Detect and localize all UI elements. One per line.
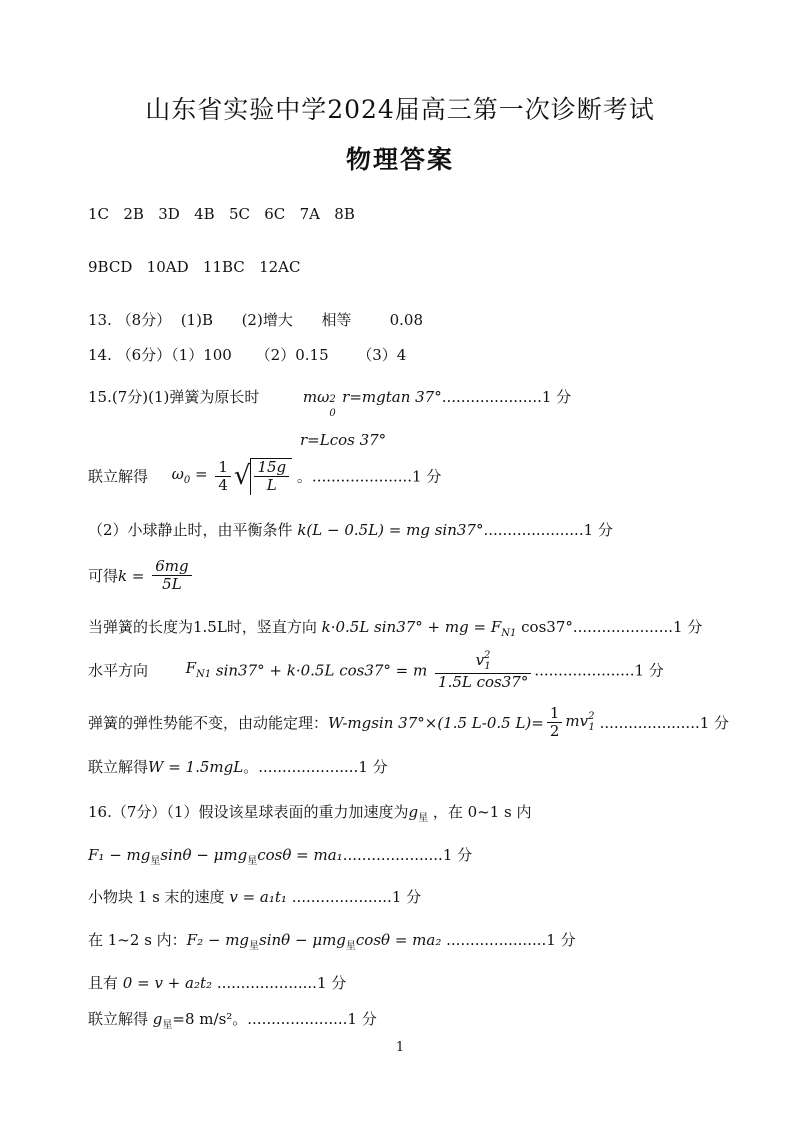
q15-k-line: 可得k = $\frac{6mg}{5L}$ xyxy=(88,558,195,594)
q16-eq1: $F_1 - mg_星\sin\theta - \mu mg_星\cos\theta = ma_1.....................1$ 分 xyxy=(88,846,473,867)
q16-result: 联立解得 $g_星=8$ m/s²。.....................1 分 xyxy=(88,1010,377,1031)
q15-result-eq: W = 1.5mgL xyxy=(148,758,244,776)
q16-result-score: .....................1 分 xyxy=(247,1010,377,1028)
q15-omega0: $\omega_0$ = xyxy=(171,465,208,487)
q16-also-score: .....................1 分 xyxy=(216,974,347,992)
q14-answer: 14. （6分）（1）100 （2）0.15 （3）4 xyxy=(88,346,407,364)
q15-eq1-head: mω 2 0 r xyxy=(302,388,350,419)
q15-intro: 15.(7分)(1)弹簧为原长时 xyxy=(88,388,260,406)
q15-horiz-eq: sin37° + k·0.5L cos37° = m xyxy=(215,661,428,680)
q15-energy-half: $\frac{1}{2}$ xyxy=(547,705,563,741)
q15-horiz-frac: $\frac{v^2_1}{\text{1.5L cos37°}}$ xyxy=(435,650,531,691)
q15-result-label: 联立解得 xyxy=(88,758,149,776)
q15-eq2: r=Lcos 37° xyxy=(300,431,387,449)
q15-solve-line xyxy=(88,458,441,495)
q16-v-score: .....................1 分 xyxy=(291,888,422,906)
q15-energy: 弹簧的弹性势能不变，由动能定理：W-mgsin 37°×(1.5 L-0.5 L)= $\frac{1}{2}$ $mv^2_1$ .....................1 分 xyxy=(88,704,730,741)
q15-energy-score: .....................1 分 xyxy=(599,713,730,732)
q16-eq1-score: .....................1 分 xyxy=(342,846,473,864)
q15-k-label: 可得 xyxy=(88,566,119,585)
q16-also: 且有 0 = v + a₂t₂ .....................1 分 xyxy=(88,974,347,992)
q15-eq1-score: .....................1 分 xyxy=(441,388,572,406)
q15-solve-label: 联立解得 xyxy=(88,467,149,486)
mc-answers-line-2: 9BCD 10AD 11BC 12AC xyxy=(88,258,301,276)
q15-solve-score: 。.....................1 分 xyxy=(296,467,442,486)
q15-result-score: 。.....................1 分 xyxy=(243,758,388,776)
q15-line-1 xyxy=(88,388,572,419)
q15-energy-eq: W-mgsin 37°×(1.5 L-0.5 L)= xyxy=(328,713,544,732)
q15-part2 xyxy=(88,521,613,539)
q15-horizontal: 水平方向 $F_{N1}$ sin37° + k·0.5L cos37° = m $\frac{v^2_1}{\text{1.5L cos37°}}$ .....................1 分 xyxy=(88,650,664,691)
mc-answers-line-1: 1C 2B 3D 4B 5C 6C 7A 8B xyxy=(88,205,355,223)
q15-vertical: 当弹簧的长度为1.5L时，竖直方向 k·0.5L sin37° + mg = $F_{N1}$ cos37°.....................1 分 xyxy=(88,618,703,639)
page-subtitle: 物理答案 xyxy=(345,145,454,174)
q15-vert-eq-tail: cos37° xyxy=(521,618,573,636)
q15-result xyxy=(88,758,388,776)
q15-part2-score: .....................1 分 xyxy=(483,521,613,539)
page-title: 山东省实验中学2024届高三第一次诊断考试 xyxy=(145,95,655,124)
page-number: 1 xyxy=(395,1040,405,1055)
q16-velocity: 小物块 1 s 末的速度 v = a₁t₁ .....................1 分 xyxy=(88,888,422,906)
q16-seg2-score: .....................1 分 xyxy=(446,931,576,949)
q15-vert-text: 当弹簧的长度为1.5L时，竖直方向 xyxy=(88,618,317,636)
q16-intro-text: 16.（7分）（1）假设该星球表面的重力加速度为 xyxy=(88,803,409,821)
q15-k-frac: $\frac{6mg}{5L}$ xyxy=(152,558,191,594)
q16-intro-tail: ，在 0~1 s 内 xyxy=(432,803,532,821)
q15-energy-text: 弹簧的弹性势能不变，由动能定理： xyxy=(88,713,329,732)
q15-part2-eq: k(L − 0.5L) = mg sin37° xyxy=(297,521,484,539)
q15-horiz-score: .....................1 分 xyxy=(534,661,664,680)
q15-vert-eq: k·0.5L sin37° + mg = F xyxy=(321,618,502,636)
q16-intro: 16.（7分）（1）假设该星球表面的重力加速度为$g_星$ ，在 0~1 s 内 xyxy=(88,803,532,824)
q15-part2-text: （2）小球静止时，由平衡条件 xyxy=(88,521,293,539)
q15-horiz-label: 水平方向 xyxy=(88,661,149,680)
q15-vert-score: .....................1 分 xyxy=(572,618,703,636)
q13-answer: 13. （8分） (1)B (2)增大 相等 0.08 xyxy=(88,311,423,329)
q15-frac-quarter: $\frac{1}{4}$ xyxy=(215,459,231,495)
q16-seg2: 在 1~2 s 内：$F_2 - mg_星\sin\theta - \mu mg_星\cos\theta = ma_2$ .....................1 分 xyxy=(88,931,576,952)
q15-eq1-tail: =mgtan 37° xyxy=(349,388,442,406)
q15-sqrt: √ $\frac{15g}{L}$ xyxy=(234,458,292,495)
